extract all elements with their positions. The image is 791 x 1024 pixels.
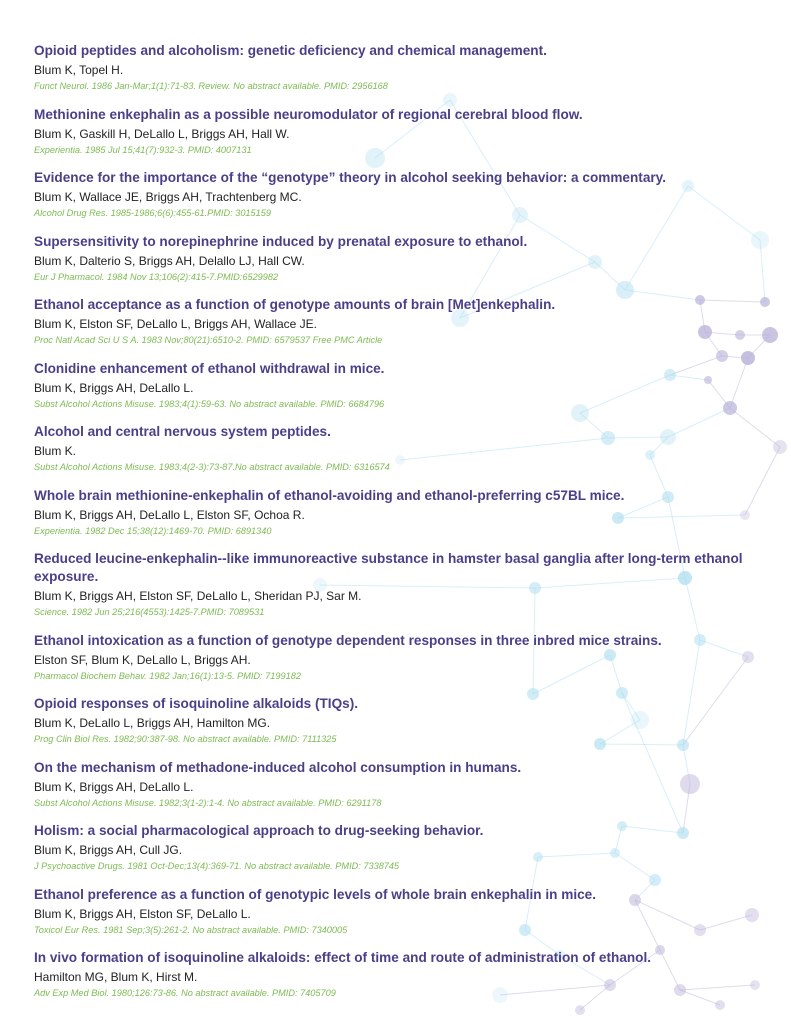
publication-authors: Blum K, Briggs AH, Elston SF, DeLallo L. [34,906,251,921]
network-node [773,440,787,454]
publication-entry [34,822,754,873]
publication-title[interactable]: Methionine enkephalin as a possible neuromodulator of regional cerebral blood flow. [34,106,583,122]
publication-citation: Adv Exp Med Biol. 1980;126:73-86. No abstract available. PMID: 7405709 [34,988,336,998]
network-node [762,327,778,343]
publication-title[interactable]: Opioid responses of isoquinoline alkaloids (TIQs). [34,696,359,711]
publication-citation: Eur J Pharmacol. 1984 Nov 13;106(2):415-7.PMID:6529982 [34,271,279,282]
network-link [760,240,765,302]
publication-entry [34,42,754,93]
publication-authors: Blum K, Wallace JE, Briggs AH, Trachtenberg MC. [34,190,302,204]
publication-authors: Blum K, Topel H. [34,63,124,77]
publication-authors: Blum K, Briggs AH, DeLallo L, Elston SF, Ochoa R. [34,507,305,522]
publication-citation: Experientia. 1985 Jul 15;41(7):932-3. PMID: 4007131 [34,144,252,155]
publication-citation: Science. 1982 Jun 25;216(4553):1425-7.PMID: 7089531 [34,607,265,617]
publication-title[interactable]: Alcohol and central nervous system peptides. [34,424,331,439]
publication-citation: Proc Natl Acad Sci U S A. 1983 Nov;80(21):6510-2. PMID: 6579537 Free PMC Article [34,335,383,345]
publication-title[interactable]: Evidence for the importance of the “genotype” theory in alcohol seeking behavior: a commentary. [34,170,666,185]
publication-authors: Blum K, Dalterio S, Briggs AH, Delallo LJ, Hall CW. [34,253,305,268]
publication-entry [34,695,754,746]
publication-title[interactable]: Opioid peptides and alcoholism: genetic deficiency and chemical management. [34,43,547,58]
publication-authors: Blum K, Elston SF, DeLallo L, Briggs AH, Wallace JE. [34,317,318,331]
publication-entry [34,169,754,220]
publication-title[interactable]: In vivo formation of isoquinoline alkaloids: effect of time and route of administration of ethanol. [34,950,652,965]
publication-authors: Blum K, Briggs AH, DeLallo L. [34,779,194,794]
publication-authors: Blum K, Gaskill H, DeLallo L, Briggs AH, Hall W. [34,126,290,141]
publication-title[interactable]: Ethanol preference as a function of genotypic levels of whole brain enkephalin in mice. [34,886,596,902]
publication-entry [34,632,754,683]
publication-citation: Prog Clin Biol Res. 1982;90:387-98. No abstract available. PMID: 7111325 [34,734,337,744]
publication-title[interactable]: Ethanol intoxication as a function of genotype dependent responses in three inbred mice strains. [34,632,662,648]
publication-authors: Elston SF, Blum K, DeLallo L, Briggs AH. [34,652,251,667]
publication-citation: Subst Alcohol Actions Misuse. 1983;4(1):59-63. No abstract available. PMID: 6684796 [34,398,385,409]
publication-entry [34,106,754,157]
publication-authors: Blum K, DeLallo L, Briggs AH, Hamilton MG. [34,716,271,730]
publication-title[interactable]: Supersensitivity to norepinephrine induced by prenatal exposure to ethanol. [34,233,528,249]
publication-title[interactable]: Holism: a social pharmacological approach to drug-seeking behavior. [34,823,484,838]
publication-title[interactable]: Whole brain methionine-enkephalin of ethanol-avoiding and ethanol-preferring c57BL mice. [34,487,625,503]
network-node [760,297,770,307]
publication-entry [34,886,754,937]
publication-authors: Blum K. [34,444,77,458]
publication-citation: Toxicol Eur Res. 1981 Sep;3(5):261-2. No abstract available. PMID: 7340005 [34,924,348,935]
publication-title[interactable]: Ethanol acceptance as a function of genotype amounts of brain [Met]enkephalin. [34,297,556,312]
publication-title[interactable]: On the mechanism of methadone-induced alcohol consumption in humans. [34,759,522,775]
publication-entry [34,296,754,347]
publication-title[interactable]: Reduced leucine-enkephalin--like immunoreactive substance in hamster basal ganglia after long-term ethanol exposure. [34,551,743,584]
publication-title[interactable]: Clonidine enhancement of ethanol withdrawal in mice. [34,360,385,376]
publication-citation: Funct Neurol. 1986 Jan-Mar;1(1):71-83. Review. No abstract available. PMID: 2956168 [34,81,388,91]
publication-citation: Alcohol Drug Res. 1985-1986;6(6):455-61.PMID: 3015159 [34,208,271,218]
publication-citation: Pharmacol Biochem Behav. 1982 Jan;16(1):13-5. PMID: 7199182 [34,670,301,681]
publication-citation: Experientia. 1982 Dec 15;38(12):1469-70. PMID: 6891340 [34,525,272,536]
publication-entry [34,949,754,1000]
publication-authors: Blum K, Briggs AH, Cull JG. [34,843,183,857]
publication-citation: J Psychoactive Drugs. 1981 Oct-Dec;13(4):369-71. No abstract available. PMID: 7338745 [34,861,400,871]
publication-entry [34,550,754,619]
publication-authors: Hamilton MG, Blum K, Hirst M. [34,970,198,984]
publication-citation: Subst Alcohol Actions Misuse. 1983;4(2-3):73-87.No abstract available. PMID: 6316574 [34,462,390,472]
publication-entry [34,233,754,284]
publication-list [34,42,754,1013]
publication-entry [34,360,754,411]
publication-entry [34,487,754,538]
publication-entry [34,759,754,810]
publication-authors: Blum K, Briggs AH, DeLallo L. [34,380,194,395]
publication-entry [34,423,754,474]
publication-citation: Subst Alcohol Actions Misuse. 1982;3(1-2):1-4. No abstract available. PMID: 6291178 [34,797,382,808]
publication-authors: Blum K, Briggs AH, Elston SF, DeLallo L, Sheridan PJ, Sar M. [34,589,362,603]
